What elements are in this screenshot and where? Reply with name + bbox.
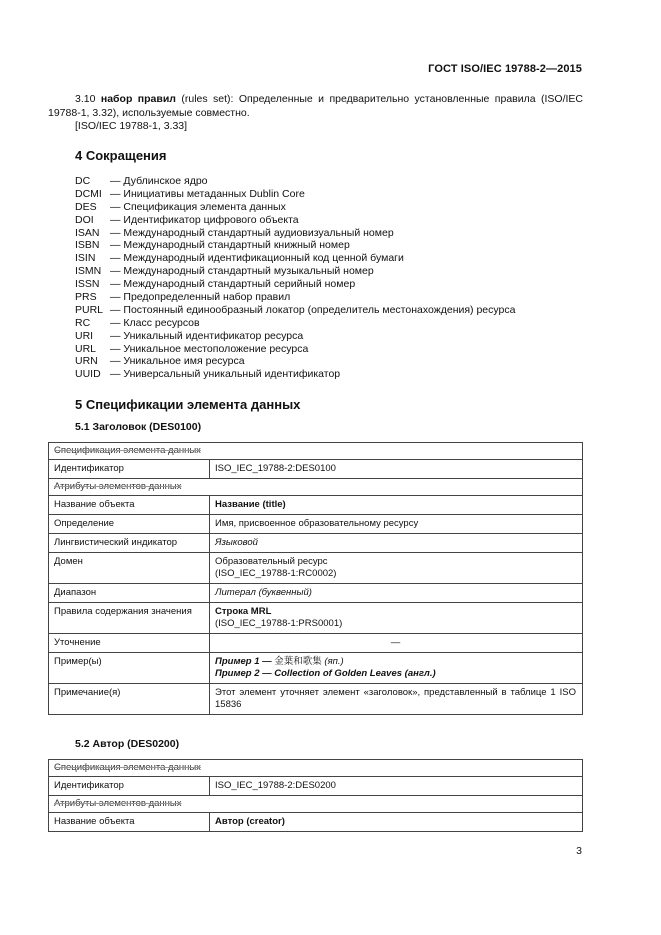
table-row: Идентификатор ISO_IEC_19788-2:DES0100 xyxy=(49,460,583,479)
spec-heading: Спецификация элемента данных xyxy=(49,443,583,460)
list-item: ISBN — Международный стандартный книжный номер xyxy=(75,239,350,252)
list-item: ISIN — Международный идентификационный код ценной бумаги xyxy=(75,252,404,265)
table-row: Диапазон Литерал (буквенный) xyxy=(49,584,583,603)
table-row xyxy=(49,796,583,813)
table-row: Название объекта Автор (creator) xyxy=(49,813,583,832)
list-item: URL — Уникальное местоположение ресурса xyxy=(75,342,309,355)
page-number: 3 xyxy=(576,845,582,857)
list-item: UUID — Универсальный уникальный идентификатор xyxy=(75,368,341,381)
list-item: ISMN — Международный стандартный музыкальный номер xyxy=(75,265,374,278)
table-row: Название объекта Название (title) xyxy=(49,496,583,515)
list-item: RC — Класс ресурсов xyxy=(75,316,200,329)
table-row: Примечание(я) Этот элемент уточняет элемент «заголовок», представленный в таблице 1 ISO 15836 xyxy=(49,684,583,715)
table-row: Определение Имя, присвоенное образовательному ресурсу xyxy=(49,515,583,534)
subsection-5-2-title: 5.2 Автор (DES0200) xyxy=(75,738,180,750)
spec-table-creator xyxy=(48,759,583,832)
table-row: Правила содержания значения Строка MRL (ISO_IEC_19788-1:PRS0001) xyxy=(49,603,583,634)
list-item: URN — Уникальное имя ресурса xyxy=(75,355,245,368)
abbreviations-list xyxy=(75,175,515,381)
definition-term: набор правил xyxy=(100,93,176,105)
table-row xyxy=(49,443,583,460)
definition-number: 3.10 xyxy=(75,93,96,105)
attributes-heading: Атрибуты элементов данных xyxy=(49,796,583,813)
definition-body: (rules set): Определенные и предварительно установленные правила (ISO/IEC 19788-1, 3.32), используемые совместно. xyxy=(48,93,583,119)
table-row xyxy=(49,479,583,496)
table-row: Домен Образовательный ресурс (ISO_IEC_19788-1:RC0002) xyxy=(49,553,583,584)
table-row: Идентификатор ISO_IEC_19788-2:DES0200 xyxy=(49,777,583,796)
attributes-heading: Атрибуты элементов данных xyxy=(49,479,583,496)
table-row: Уточнение — xyxy=(49,634,583,653)
definition-reference: [ISO/IEC 19788-1, 3.33] xyxy=(75,120,188,132)
list-item: PURL — Постоянный единообразный локатор (определитель местонахождения) ресурса xyxy=(75,303,516,316)
section-4-title: 4 Сокращения xyxy=(75,148,167,163)
list-item: ISAN — Международный стандартный аудиовизуальный номер xyxy=(75,226,394,239)
list-item: DC — Дублинское ядро xyxy=(75,175,208,187)
list-item: DOI — Идентификатор цифрового объекта xyxy=(75,213,299,226)
list-item: DCMI — Инициативы метаданных Dublin Core xyxy=(75,187,305,200)
document-header: ГОСТ ISO/IEC 19788-2—2015 xyxy=(428,63,582,75)
list-item: URI — Уникальный идентификатор ресурса xyxy=(75,329,304,342)
list-item: ISSN — Международный стандартный серийный номер xyxy=(75,278,356,291)
list-item: DES — Спецификация элемента данных xyxy=(75,200,286,213)
table-row xyxy=(49,760,583,777)
spec-table-title xyxy=(48,442,583,715)
definition-3-10 xyxy=(48,92,583,120)
subsection-5-1-title: 5.1 Заголовок (DES0100) xyxy=(75,421,202,433)
table-row: Лингвистический индикатор Языковой xyxy=(49,534,583,553)
spec-heading: Спецификация элемента данных xyxy=(49,760,583,777)
table-row: Пример(ы) Пример 1 — 金葉和歌集 (яп.) Пример 2 — Collection of Golden Leaves (англ.) xyxy=(49,653,583,684)
list-item: PRS — Предопределенный набор правил xyxy=(75,291,291,304)
section-5-title: 5 Спецификации элемента данных xyxy=(75,397,301,412)
